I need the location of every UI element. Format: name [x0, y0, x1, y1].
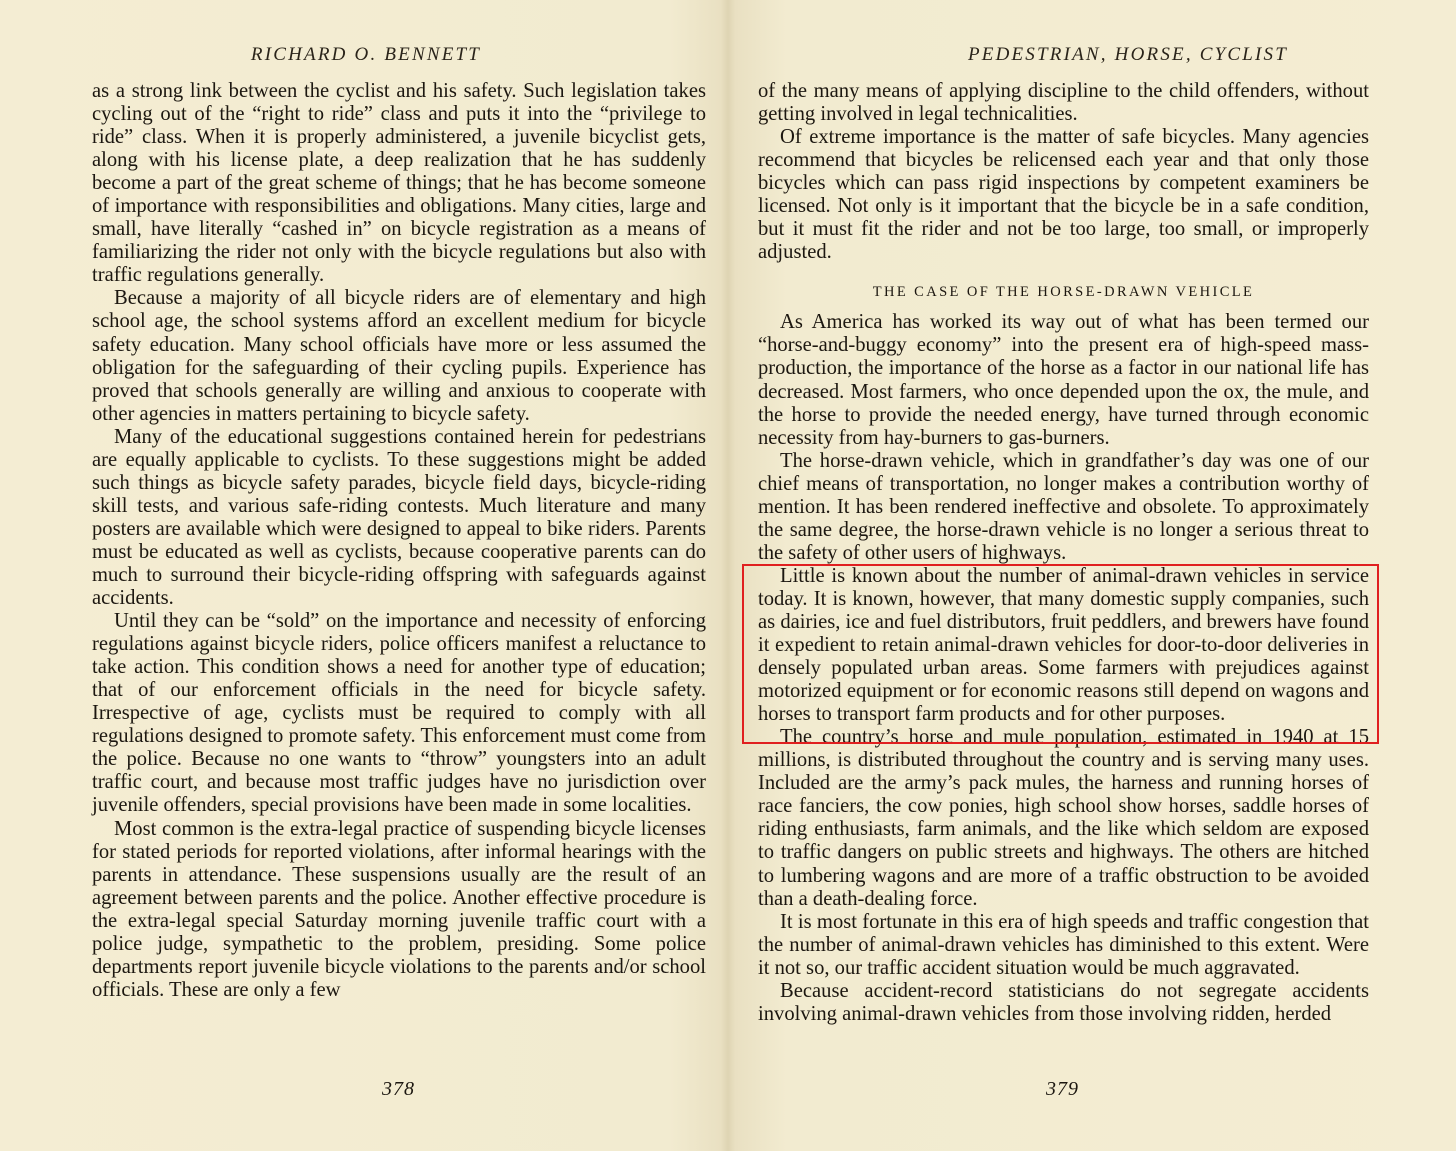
- left-paragraph-4: Until they can be “sold” on the importance and necessity of enforcing regulations against bicycle riders, police officers manifest a reluctance to take action. This condition shows a need for another type of education; that of our enforcement officials in the need for bicycle safety. Irrespective of age, cyclists must be required to comply with all regulations designed to promote safety. This enforcement must come from the police. Because no one wants to “throw” youngsters into an adult traffic court, and because most traffic judges have no jurisdiction over juvenile offenders, special provisions have been made in some localities.: [92, 610, 706, 817]
- left-paragraph-5: Most common is the extra-legal practice of suspending bicycle licenses for stated periods for reported violations, after informal hearings with the parents in attendance. These suspensions usually are the result of an agreement between parents and the police. Another effective procedure is the extra-legal special Saturday morning juvenile traffic court with a police judge, sympathetic to the problem, presiding. Some police departments report juvenile bicycle violations to the parents and/or school officials. These are only a few: [92, 817, 706, 1001]
- right-running-head: PEDESTRIAN, HORSE, CYCLIST: [967, 44, 1289, 65]
- right-paragraph-1: of the many means of applying discipline to the child offenders, without getting involved in legal technicalities.: [758, 80, 1369, 126]
- left-running-head: RICHARD O. BENNETT: [250, 44, 482, 65]
- right-paragraph-6: The country’s horse and mule population, estimated in 1940 at 15 millions, is distributed throughout the country and is serving many uses. Included are the army’s pack mules, the harness and running horses of race fanciers, the cow ponies, high school show horses, saddle horses of riding enthusiasts, farm animals, and the like which seldom are exposed to traffic dangers on public streets and highways. The others are hitched to lumbering wagons and are more of a traffic obstruction to be avoided than a death-dealing force.: [758, 726, 1369, 910]
- right-paragraph-7: It is most fortunate in this era of high speeds and traffic congestion that the number of animal-drawn vehicles has diminished to this extent. Were it not so, our traffic accident situation would be much aggravated.: [758, 910, 1369, 979]
- right-paragraph-4: The horse-drawn vehicle, which in grandfather’s day was one of our chief means of transportation, no longer makes a contribution worthy of mention. It has been rendered ineffective and obsolete. To approximately the same degree, the horse-drawn vehicle is no longer a serious threat to the safety of other users of highways.: [758, 449, 1369, 564]
- left-text-block: [92, 80, 706, 1002]
- right-paragraph-3: As America has worked its way out of what has been termed our “horse-and-buggy economy” into the present era of high-speed mass-production, the importance of the horse as a factor in our national life has decreased. Most farmers, who once depended upon the ox, the mule, and the horse to provide the needed energy, have turned through economic necessity from hay-burners to gas-burners.: [758, 311, 1369, 449]
- left-paragraph-3: Many of the educational suggestions contained herein for pedestrians are equally applicable to cyclists. To these suggestions might be added such things as bicycle safety parades, bicycle field days, bicycle-riding skill tests, and various safe-riding contests. Much literature and many posters are available which were designed to appeal to bike riders. Parents must be educated as well as cyclists, because cooperative parents can do much to surround their bicycle-riding offspring with safeguards against accidents.: [92, 425, 706, 610]
- left-paragraph-2: Because a majority of all bicycle riders are of elementary and high school age, the school systems afford an excellent medium for bicycle safety education. Many school officials have more or less assumed the obligation for the safeguarding of their cycling pupils. Experience has proved that schools generally are willing and anxious to cooperate with other agencies in matters pertaining to bicycle safety.: [92, 287, 706, 425]
- right-text-block: [758, 80, 1369, 1026]
- right-page: [728, 0, 1456, 1151]
- section-heading: THE CASE OF THE HORSE-DRAWN VEHICLE: [872, 284, 1255, 301]
- right-page-number: 379: [1046, 1078, 1079, 1100]
- right-paragraph-highlighted: Little is known about the number of animal-drawn vehicles in service today. It is known, however, that many domestic supply companies, such as dairies, ice and fuel distributors, fruit peddlers, and brewers have found it expedient to retain animal-drawn vehicles for door-to-door deliveries in densely populated urban areas. Some farmers with prejudices against motorized equipment or for economic reasons still depend on wagons and horses to transport farm products and for other purposes.: [758, 564, 1369, 726]
- right-paragraph-2: Of extreme importance is the matter of safe bicycles. Many agencies recommend that bicycles be relicensed each year and that only those bicycles which can pass rigid inspections by competent examiners be licensed. Not only is it important that the bicycle be in a safe condition, but it must fit the rider and not be too large, too small, or improperly adjusted.: [758, 126, 1369, 264]
- left-page-number: 378: [382, 1078, 415, 1100]
- left-paragraph-1: as a strong link between the cyclist and his safety. Such legislation takes cycling out of the “right to ride” class and puts it into the “privilege to ride” class. When it is properly administered, a juvenile bicyclist gets, along with his license plate, a deep realization that he has suddenly become a part of the great scheme of things; that he has become someone of importance with responsibilities and obligations. Many cities, large and small, have literally “cashed in” on bicycle registration as a means of familiarizing the rider not only with the bicycle regulations but also with traffic regulations generally.: [92, 80, 706, 287]
- right-paragraph-8: Because accident-record statisticians do not segregate accidents involving animal-drawn vehicles from those involving ridden, herded: [758, 979, 1369, 1025]
